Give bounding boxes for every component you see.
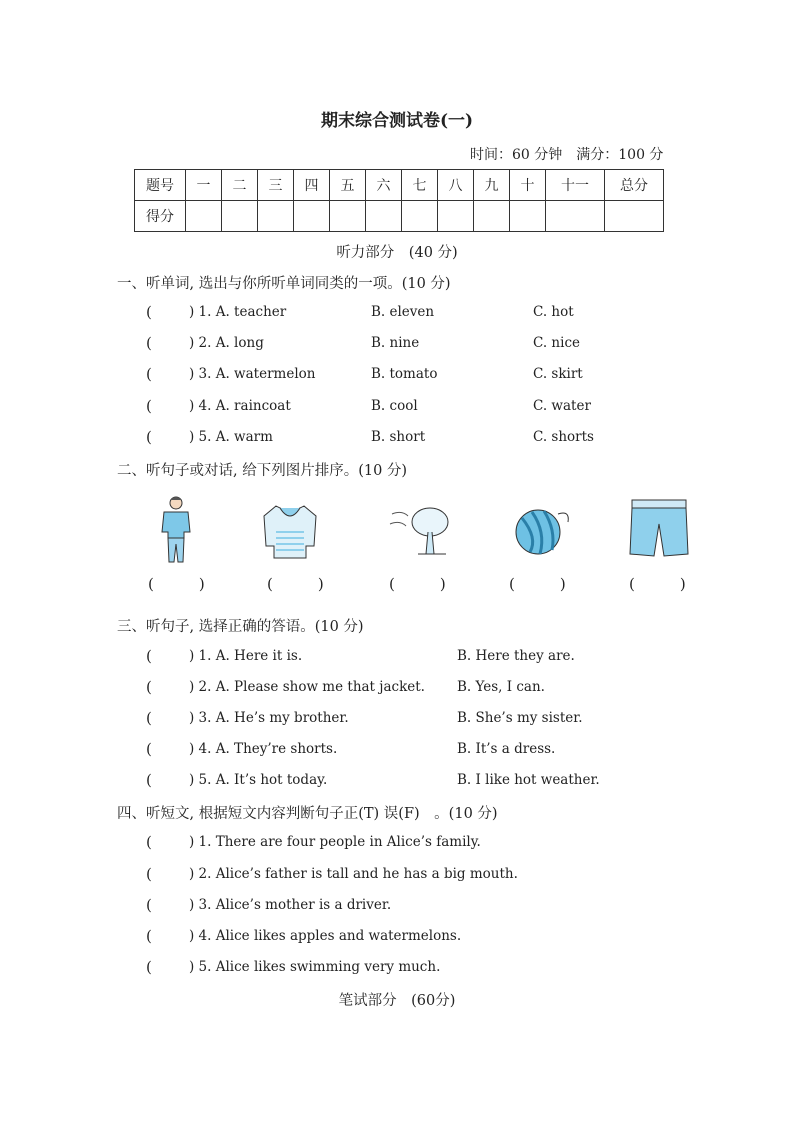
score-col-1: 一 bbox=[186, 170, 222, 201]
option-b: B. She’s my sister. bbox=[457, 710, 583, 726]
score-cell[interactable] bbox=[294, 201, 330, 232]
part4-instruction: 四、听短文, 根据短文内容判断句子正(T) 误(F) 。(10 分) bbox=[117, 806, 498, 822]
answer-bracket[interactable]: ( bbox=[146, 865, 152, 883]
score-col-6: 六 bbox=[366, 170, 402, 201]
score-table-header-row bbox=[135, 170, 664, 201]
answer-bracket[interactable]: ( bbox=[146, 771, 152, 789]
option-b: B. I like hot weather. bbox=[457, 772, 600, 788]
option-b: B. Here they are. bbox=[457, 648, 575, 664]
statement-text: ) 2. Alice’s father is tall and he has a big mouth. bbox=[189, 866, 518, 882]
option-b: B. Yes, I can. bbox=[457, 679, 545, 695]
option-a: ) 1. A. Here it is. bbox=[189, 648, 303, 664]
statement-text: ) 3. Alice’s mother is a driver. bbox=[189, 897, 392, 913]
picture-answer-bracket-1[interactable]: ( ) bbox=[148, 575, 205, 593]
score-cell[interactable] bbox=[222, 201, 258, 232]
answer-bracket[interactable]: ( bbox=[146, 334, 152, 352]
option-b: B. short bbox=[371, 429, 426, 445]
score-cell[interactable] bbox=[402, 201, 438, 232]
watermelon-icon bbox=[512, 504, 574, 558]
statement-text: ) 5. Alice likes swimming very much. bbox=[189, 959, 441, 975]
picture-answer-bracket-5[interactable]: ( ) bbox=[629, 575, 686, 593]
option-b: B. nine bbox=[371, 335, 420, 351]
score-col-3: 三 bbox=[258, 170, 294, 201]
shorts-icon bbox=[628, 498, 690, 560]
score-col-total: 总分 bbox=[605, 170, 664, 201]
score-col-5: 五 bbox=[330, 170, 366, 201]
option-a: ) 4. A. They’re shorts. bbox=[189, 741, 338, 757]
score-col-7: 七 bbox=[402, 170, 438, 201]
answer-bracket[interactable]: ( bbox=[146, 927, 152, 945]
option-b: B. cool bbox=[371, 398, 418, 414]
answer-bracket[interactable]: ( bbox=[146, 740, 152, 758]
option-c: C. hot bbox=[533, 304, 574, 320]
score-header-label: 题号 bbox=[135, 170, 186, 201]
score-cell[interactable] bbox=[546, 201, 605, 232]
option-b: B. eleven bbox=[371, 304, 435, 320]
statement-text: ) 4. Alice likes apples and watermelons. bbox=[189, 928, 462, 944]
statement-text: ) 1. There are four people in Alice’s family. bbox=[189, 834, 481, 850]
windy-tree-icon bbox=[388, 502, 450, 558]
score-cell[interactable] bbox=[330, 201, 366, 232]
answer-bracket[interactable]: ( bbox=[146, 833, 152, 851]
picture-answer-bracket-3[interactable]: ( ) bbox=[389, 575, 446, 593]
listening-heading: 听力部分 (40 分) bbox=[336, 245, 458, 261]
score-table bbox=[134, 169, 664, 232]
score-col-11: 十一 bbox=[546, 170, 605, 201]
answer-bracket[interactable]: ( bbox=[146, 397, 152, 415]
score-col-2: 二 bbox=[222, 170, 258, 201]
score-table-score-row bbox=[135, 201, 664, 232]
picture-answer-bracket-2[interactable]: ( ) bbox=[267, 575, 324, 593]
score-cell[interactable] bbox=[474, 201, 510, 232]
answer-bracket[interactable]: ( bbox=[146, 958, 152, 976]
answer-bracket[interactable]: ( bbox=[146, 709, 152, 727]
part1-instruction: 一、听单词, 选出与你所听单词同类的一项。(10 分) bbox=[117, 276, 451, 292]
answer-bracket[interactable]: ( bbox=[146, 647, 152, 665]
score-cell[interactable] bbox=[605, 201, 664, 232]
answer-bracket[interactable]: ( bbox=[146, 303, 152, 321]
option-a: ) 3. A. watermelon bbox=[189, 366, 316, 382]
score-cell[interactable] bbox=[186, 201, 222, 232]
option-b: B. It’s a dress. bbox=[457, 741, 556, 757]
score-row-label: 得分 bbox=[135, 201, 186, 232]
score-cell[interactable] bbox=[510, 201, 546, 232]
score-cell[interactable] bbox=[438, 201, 474, 232]
answer-bracket[interactable]: ( bbox=[146, 678, 152, 696]
score-cell[interactable] bbox=[366, 201, 402, 232]
score-col-9: 九 bbox=[474, 170, 510, 201]
part2-instruction: 二、听句子或对话, 给下列图片排序。(10 分) bbox=[117, 463, 408, 479]
answer-bracket[interactable]: ( bbox=[146, 896, 152, 914]
part3-instruction: 三、听句子, 选择正确的答语。(10 分) bbox=[117, 619, 364, 635]
option-a: ) 2. A. long bbox=[189, 335, 264, 351]
option-b: B. tomato bbox=[371, 366, 438, 382]
sweater-icon bbox=[258, 502, 322, 562]
option-c: C. skirt bbox=[533, 366, 583, 382]
picture-answer-bracket-4[interactable]: ( ) bbox=[509, 575, 566, 593]
writing-heading: 笔试部分 (60分) bbox=[338, 993, 456, 1009]
option-c: C. nice bbox=[533, 335, 580, 351]
score-cell[interactable] bbox=[258, 201, 294, 232]
option-a: ) 1. A. teacher bbox=[189, 304, 287, 320]
option-a: ) 3. A. He’s my brother. bbox=[189, 710, 349, 726]
option-a: ) 4. A. raincoat bbox=[189, 398, 291, 414]
option-c: C. shorts bbox=[533, 429, 594, 445]
score-col-8: 八 bbox=[438, 170, 474, 201]
answer-bracket[interactable]: ( bbox=[146, 365, 152, 383]
time-score-info: 时间：60 分钟 满分：100 分 bbox=[470, 147, 664, 163]
score-col-4: 四 bbox=[294, 170, 330, 201]
option-a: ) 2. A. Please show me that jacket. bbox=[189, 679, 425, 695]
page-title: 期末综合测试卷(一) bbox=[320, 111, 474, 131]
score-col-10: 十 bbox=[510, 170, 546, 201]
option-c: C. water bbox=[533, 398, 591, 414]
answer-bracket[interactable]: ( bbox=[146, 428, 152, 446]
man-icon bbox=[154, 494, 198, 564]
option-a: ) 5. A. It’s hot today. bbox=[189, 772, 328, 788]
option-a: ) 5. A. warm bbox=[189, 429, 273, 445]
